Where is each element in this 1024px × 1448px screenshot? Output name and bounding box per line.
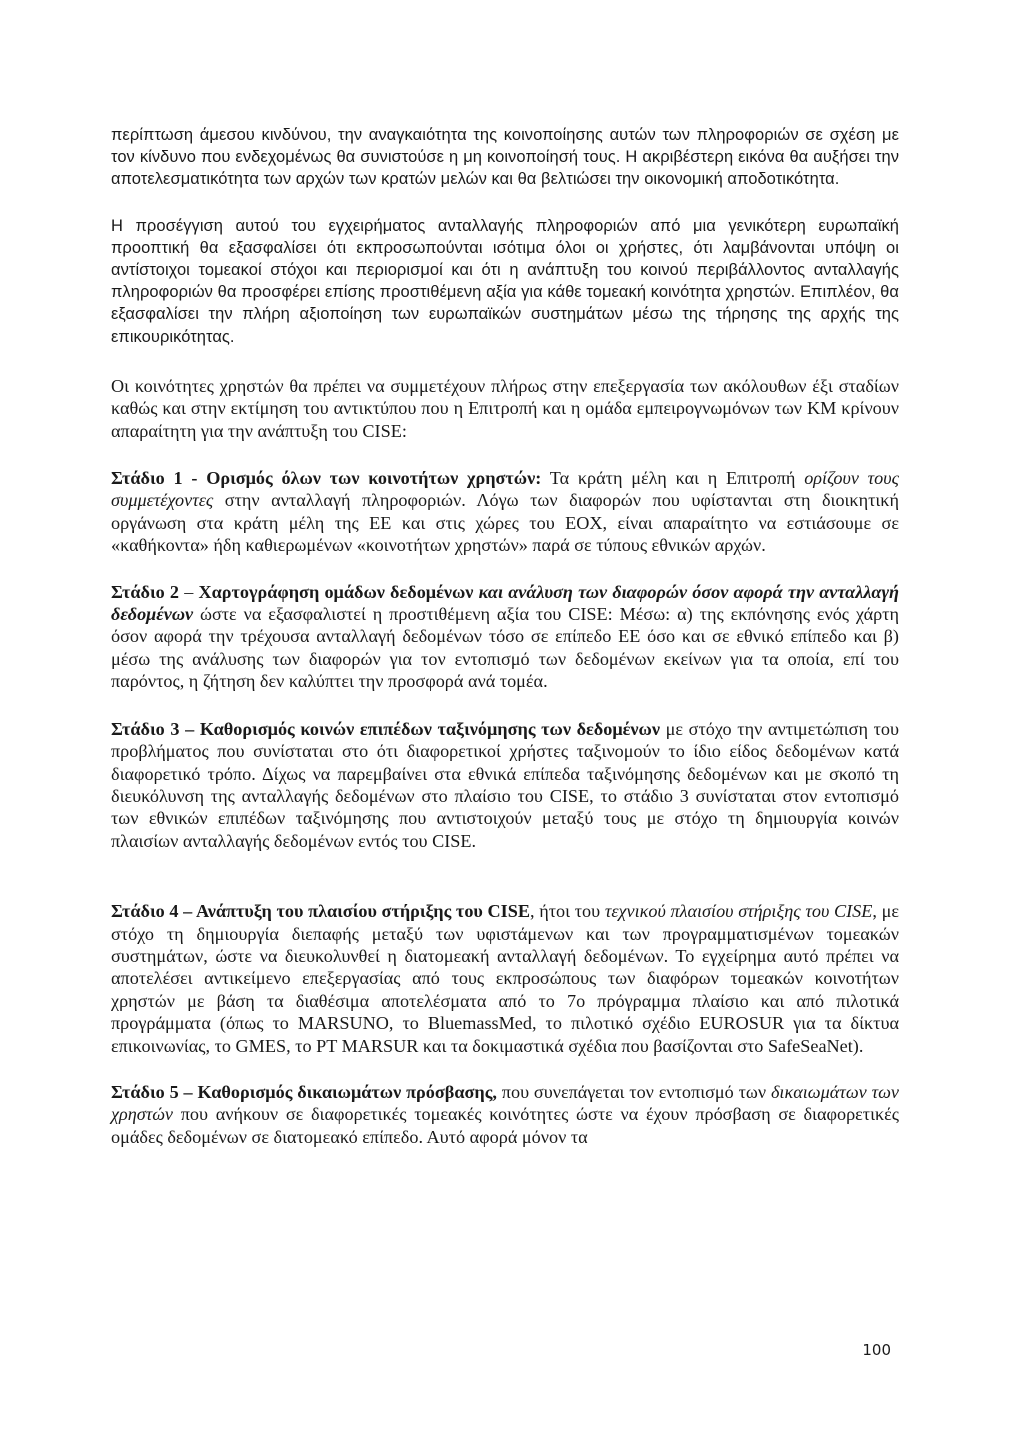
italic-text: ορίζουν τους συμμετέχοντες bbox=[111, 468, 900, 511]
text-run: με στόχο την αντιμετώπιση του προβλήματος που συνίσταται στο ότι διαφορετικοί χρήστες ταξινομούν το ίδιο είδος δεδομένων κατά διαφορετικό τρόπο. Δίχως να παρεμβαίνει στα εθνικά επίπεδα ταξινόμησης δεδομένων και με σκοπό τη διευκόλυνση της ανταλλαγής δεδομένων στο πλαίσιο του CISE, το στάδιο 3 συνίσταται στον εντοπισμό των εθνικών επιπέδων ταξινόμησης που αντιστοιχούν μεταξύ τους με στόχο τη δημιουργία κοινών πλαισίων ανταλλαγής δεδομένων εντός του CISE. bbox=[111, 718, 900, 851]
text-run: , με στόχο τη δημιουργία διεπαφής μεταξύ των υφιστάμενων και των προγραμματισμένων τομεακών συστημάτων, ώστε να διευκολυνθεί η διατομεακή ανταλλαγή δεδομένων. Το εγχείρημα αυτό πρέπει να αποτελέσει αντικείμενο επεξεργασίας από τους εκπροσώπους των διαφόρων τομεακών κοινοτήτων χρηστών με βάση τα διαθέσιμα αποτελέσματα από το 7ο πρόγραμμα πλαίσιο και από πιλοτικά προγράμματα (όπως το MARSUNO, το BluemassMed, το πιλοτικό σχέδιο EUROSUR για τα δίκτυα επικοινωνίας, το GMES, το PT MARSUR και τα δοκιμαστικά σχέδια που βασίζονται στο SafeSeaNet). bbox=[111, 901, 900, 1056]
text-run: ώστε να εξασφαλιστεί η προστιθέμενη αξία του CISE: Μέσω: α) της εκπόνησης ενός χάρτη όσον αφορά την τρέχουσα ανταλλαγή δεδομένων τόσο σε επίπεδο ΕΕ όσο και σε εθνικό επίπεδο και β) μέσω της ανάλυσης των διαφορών για τον εντοπισμό των δεδομένων εκείνων για τα οποία, επί του παρόντος, η ζήτηση δεν καλύπτει την προσφορά ανά τομέα. bbox=[111, 604, 899, 692]
paragraph-3 bbox=[111, 375, 899, 442]
text-run: που συνεπάγεται τον εντοπισμό των bbox=[496, 1081, 771, 1102]
document-page bbox=[111, 124, 899, 1148]
text-run: περίπτωση άμεσου κινδύνου, την αναγκαιότητα της κοινοποίησης αυτών των πληροφοριών σε σχέση με τον κίνδυνο που ενδεχομένως θα συνιστούσε η μη κοινοποίησή τους. Η ακριβέστερη εικόνα θα αυξήσει την αποτελεσματικότητα των αρχών των κρατών μελών και θα βελτιώσει την οικονομική αποδοτικότητα. bbox=[111, 126, 899, 189]
paragraph-7 bbox=[111, 900, 899, 1057]
italic-text: τεχνικού πλαισίου στήριξης του CISE bbox=[604, 901, 873, 922]
bold-text: Χαρτογράφηση ομάδων δεδομένων bbox=[198, 581, 479, 602]
text-run: που ανήκουν σε διαφορετικές τομεακές κοινότητες ώστε να έχουν πρόσβαση σε διαφορετικές ομάδες δεδομένων σε διατομεακό επίπεδο. Αυτό αφορά μόνον τα bbox=[111, 1104, 899, 1147]
text-run: Τα κράτη μέλη και η Επιτροπή bbox=[541, 468, 805, 489]
text-run: , ήτοι του bbox=[530, 901, 605, 922]
paragraph-8 bbox=[111, 1081, 899, 1148]
bold-text: Στάδιο 3 – Καθορισμός κοινών επιπέδων ταξινόμησης των δεδομένων bbox=[111, 718, 660, 739]
bold-text: Στάδιο 1 - Ορισμός όλων των κοινοτήτων χρηστών: bbox=[111, 468, 542, 489]
text-run: Η προσέγγιση αυτού του εγχειρήματος ανταλλαγής πληροφοριών από μια γενικότερη ευρωπαϊκή προοπτική θα εξασφαλίσει ότι εκπροσωπούνται ισότιμα όλοι οι χρήστες, ότι λαμβάνονται υπόψη οι αντίστοιχοι τομεακοί στόχοι και περιορισμοί και ότι η ανάπτυξη του κοινού περιβάλλοντος ανταλλαγής πληροφοριών θα προσφέρει επίσης προστιθέμενη αξία για κάθε τομεακή κοινότητα χρηστών. Επιπλέον, θα εξασφαλίσει την πλήρη αξιοποίηση των ευρωπαϊκών συστημάτων μέσω της τήρησης της αρχής της επικουρικότητας. bbox=[111, 216, 899, 346]
italic-text: δικαιωμάτων των χρηστών bbox=[111, 1081, 900, 1125]
paragraph-2 bbox=[111, 215, 899, 348]
bold-italic-text: και ανάλυση των διαφορών όσον αφορά την ανταλλαγή δεδομένων bbox=[111, 581, 899, 625]
text-run: Οι κοινότητες χρηστών θα πρέπει να συμμετέχουν πλήρως στην επεξεργασία των ακόλουθων έξι σταδίων καθώς και στην εκτίμηση του αντικτύπου που η Επιτροπή και η ομάδα εμπειρογνωμόνων των ΚΜ κρίνουν απαραίτητη για την ανάπτυξη του CISE: bbox=[111, 375, 899, 441]
bold-text: Στάδιο 4 – Ανάπτυξη του πλαισίου στήριξης του CISE bbox=[111, 901, 530, 922]
page-number: 100 bbox=[862, 1341, 891, 1359]
paragraph-1 bbox=[111, 124, 899, 191]
paragraph-4 bbox=[111, 467, 899, 557]
text-run: – bbox=[179, 581, 199, 602]
paragraph-6 bbox=[111, 718, 899, 852]
bold-text: Στάδιο 2 bbox=[111, 581, 180, 602]
text-run: στην ανταλλαγή πληροφοριών. Λόγω των διαφορών που υφίστανται στη διοικητική οργάνωση στα κράτη μέλη της ΕΕ και στις χώρες του ΕΟΧ, είναι απαραίτητο να εστιάσουμε σε «καθήκοντα» ήδη καθιερωμένων «κοινοτήτων χρηστών» παρά σε τύπους εθνικών αρχών. bbox=[111, 490, 899, 556]
bold-text: Στάδιο 5 – Καθορισμός δικαιωμάτων πρόσβασης, bbox=[111, 1081, 497, 1102]
paragraph-5 bbox=[111, 581, 899, 693]
